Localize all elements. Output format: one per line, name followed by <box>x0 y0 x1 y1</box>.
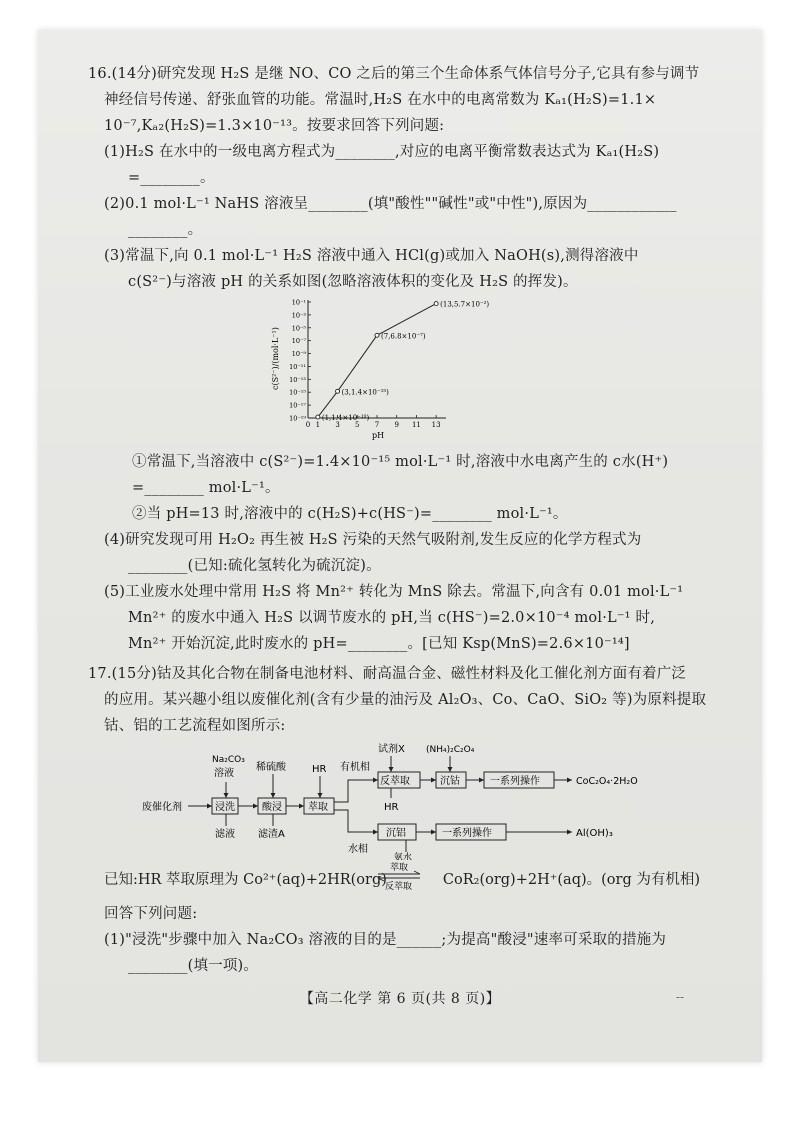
q16-part4-a: (4)研究发现可用 H₂O₂ 再生被 H₂S 污染的天然气吸附剂,发生反应的化学方程式为 <box>104 532 642 548</box>
q16-part5-c: Mn²⁺ 开始沉淀,此时废水的 pH=________。[已知 Ksp(MnS)=2.6×10⁻¹⁴] <box>128 636 630 652</box>
flow-product2: Al(OH)₃ <box>576 828 613 839</box>
y-tick-label: 10⁻³ <box>291 311 306 320</box>
flow-reagent2: 稀硫酸 <box>256 762 286 773</box>
flow-reagent3: HR <box>312 764 327 775</box>
page-footer: 【高二化学 第 6 页(共 8 页)】 <box>299 991 501 1007</box>
x-tick-label: 5 <box>355 421 360 429</box>
flow-reagent7: 氨水 <box>394 853 413 860</box>
q16-line-1: 16.(14分)研究发现 H₂S 是继 NO、CO 之后的第三个生命体系气体信号分子,它具有参与调节 <box>88 66 700 82</box>
data-point <box>434 302 438 306</box>
x-tick-label: 3 <box>335 421 340 429</box>
flow-reagent1a: Na₂CO₃ <box>212 755 245 765</box>
flow-svg <box>140 740 740 860</box>
y-tick-label: 10⁻⁷ <box>291 337 306 346</box>
data-point <box>316 415 320 419</box>
data-label: (1,1.4×10⁻¹⁹) <box>321 414 370 423</box>
footer-mark: -- <box>676 990 685 1004</box>
q16-sub2: ②当 pH=13 时,溶液中的 c(H₂S)+c(HS⁻)=________ mol·L⁻¹。 <box>132 506 568 522</box>
q17-line-2: 的应用。某兴趣小组以废催化剂(含有少量的油污及 Al₂O₃、Co、CaO、SiO₂ 等)为原料提取 <box>104 692 707 708</box>
known-eq-right: CoR₂(org)+2H⁺(aq)。(org 为有机相) <box>442 872 700 888</box>
data-point <box>336 389 340 393</box>
flow-step8: 一系列操作 <box>442 828 492 839</box>
chart-svg <box>268 292 508 442</box>
flow-reagent5: (NH₄)₂C₂O₄ <box>426 745 475 755</box>
process-flow-diagram <box>140 740 740 860</box>
flow-start: 废催化剂 <box>142 802 182 813</box>
x-tick-label: 1 <box>315 421 321 429</box>
q17-line-1: 17.(15分)钴及其化合物在制备电池材料、耐高温合金、磁性材料及化工催化剂方面有着广泛 <box>88 666 687 682</box>
y-tick-label: 10⁻¹⁹ <box>289 414 306 423</box>
q16-part3-a: (3)常温下,向 0.1 mol·L⁻¹ H₂S 溶液中通入 HCl(g)或加入 NaOH(s),测得溶液中 <box>104 248 639 264</box>
flow-step1: 浸洗 <box>215 802 235 813</box>
flow-out1: 滤液 <box>215 829 235 840</box>
q16-line-3: 10⁻⁷,Kₐ₂(H₂S)=1.3×10⁻¹³。按要求回答下列问题: <box>104 118 445 134</box>
y-tick-label: 10⁻¹³ <box>289 375 306 384</box>
q16-line-2: 神经信号传递、舒张血管的功能。常温时,H₂S 在水中的电离常数为 Kₐ₁(H₂S)=1.1× <box>104 92 657 108</box>
known-eq-left: 已知:HR 萃取原理为 Co²⁺(aq)+2HR(org) <box>104 872 387 888</box>
y-tick-label: 10⁻⁹ <box>291 350 306 359</box>
q17-part1-a: (1)"浸洗"步骤中加入 Na₂CO₃ 溶液的目的是______;为提高"酸浸"速率可采取的措施为 <box>104 932 667 948</box>
data-label: (13,5.7×10⁻²) <box>440 300 490 309</box>
q16-sub1-a: ①常温下,当溶液中 c(S²⁻)=1.4×10⁻¹⁵ mol·L⁻¹ 时,溶液中水电离产生的 c水(H⁺) <box>132 454 669 470</box>
q16-part1-b: =________。 <box>128 170 215 186</box>
reversible-arrow <box>376 862 422 892</box>
flow-step3: 萃取 <box>308 802 328 813</box>
chart-ylabel: c(S²⁻)/(mol·L⁻¹) <box>271 327 280 390</box>
y-tick-label: 10⁻¹⁷ <box>289 401 306 410</box>
q16-part4-b: ________(已知:硫化氢转化为硫沉淀)。 <box>128 558 381 574</box>
q16-part1-a: (1)H₂S 在水中的一级电离方程式为________,对应的电离平衡常数表达式为 Kₐ₁(H₂S) <box>104 144 660 160</box>
q17-part1-b: ________(填一项)。 <box>128 958 259 974</box>
flow-product1: CoC₂O₄·2H₂O <box>576 776 638 787</box>
flow-step7: 沉铝 <box>386 828 406 839</box>
q16-part5-b: Mn²⁺ 的废水中通入 H₂S 以调节废水的 pH,当 c(HS⁻)=2.0×10⁻⁴ mol·L⁻¹ 时, <box>128 610 656 626</box>
q16-part2-a: (2)0.1 mol·L⁻¹ NaHS 溶液呈________(填"酸性""碱性"或"中性"),原因为____________ <box>104 196 677 212</box>
y-tick-label: 10⁻⁵ <box>291 324 306 333</box>
data-label: (3,1.4×10⁻¹⁵) <box>341 388 389 397</box>
y-tick-label: 10⁻¹ <box>291 298 306 307</box>
x-tick-label: 9 <box>394 421 399 429</box>
flow-step4: 反萃取 <box>380 776 410 787</box>
q16-part5-a: (5)工业废水处理中常用 H₂S 将 Mn²⁺ 转化为 MnS 除去。常温下,向含有 0.01 mol·L⁻¹ <box>104 584 684 600</box>
flow-hr-back: HR <box>384 802 399 813</box>
flow-out2: 滤渣A <box>258 829 285 840</box>
arrow-bottom-label: 反萃取 <box>385 882 413 892</box>
x-tick-label: 0 <box>305 421 311 429</box>
flow-step2: 酸浸 <box>262 802 282 813</box>
arrow-top-label: 萃取 <box>390 863 409 873</box>
x-tick-label: 7 <box>374 421 380 429</box>
flow-reagent1b: 溶液 <box>214 768 234 779</box>
q16-part2-b: ________。 <box>128 222 203 238</box>
flow-step6: 一系列操作 <box>490 776 540 787</box>
q16-part3-b: c(S²⁻)与溶液 pH 的关系如图(忽略溶液体积的变化及 H₂S 的挥发)。 <box>128 274 578 290</box>
q16-sub1-b: =________ mol·L⁻¹。 <box>132 480 280 496</box>
chart-xlabel: pH <box>372 431 385 440</box>
flow-organic: 有机相 <box>340 762 370 773</box>
series-line <box>318 304 436 417</box>
flow-aqueous: 水相 <box>348 844 368 855</box>
x-tick-label: 13 <box>431 421 441 429</box>
y-tick-label: 10⁻¹⁵ <box>289 388 306 397</box>
data-label: (7,6.8×10⁻⁷) <box>381 332 426 341</box>
s2-ph-chart <box>268 292 508 442</box>
q17-prompt: 回答下列问题: <box>104 906 198 922</box>
x-tick-label: 11 <box>411 421 421 429</box>
flow-reagentX: 试剂X <box>378 744 405 755</box>
y-tick-label: 10⁻¹¹ <box>289 362 306 371</box>
flow-step5: 沉钴 <box>440 776 460 787</box>
q17-line-3: 钴、铝的工艺流程如图所示: <box>104 718 286 734</box>
data-point <box>375 333 379 337</box>
